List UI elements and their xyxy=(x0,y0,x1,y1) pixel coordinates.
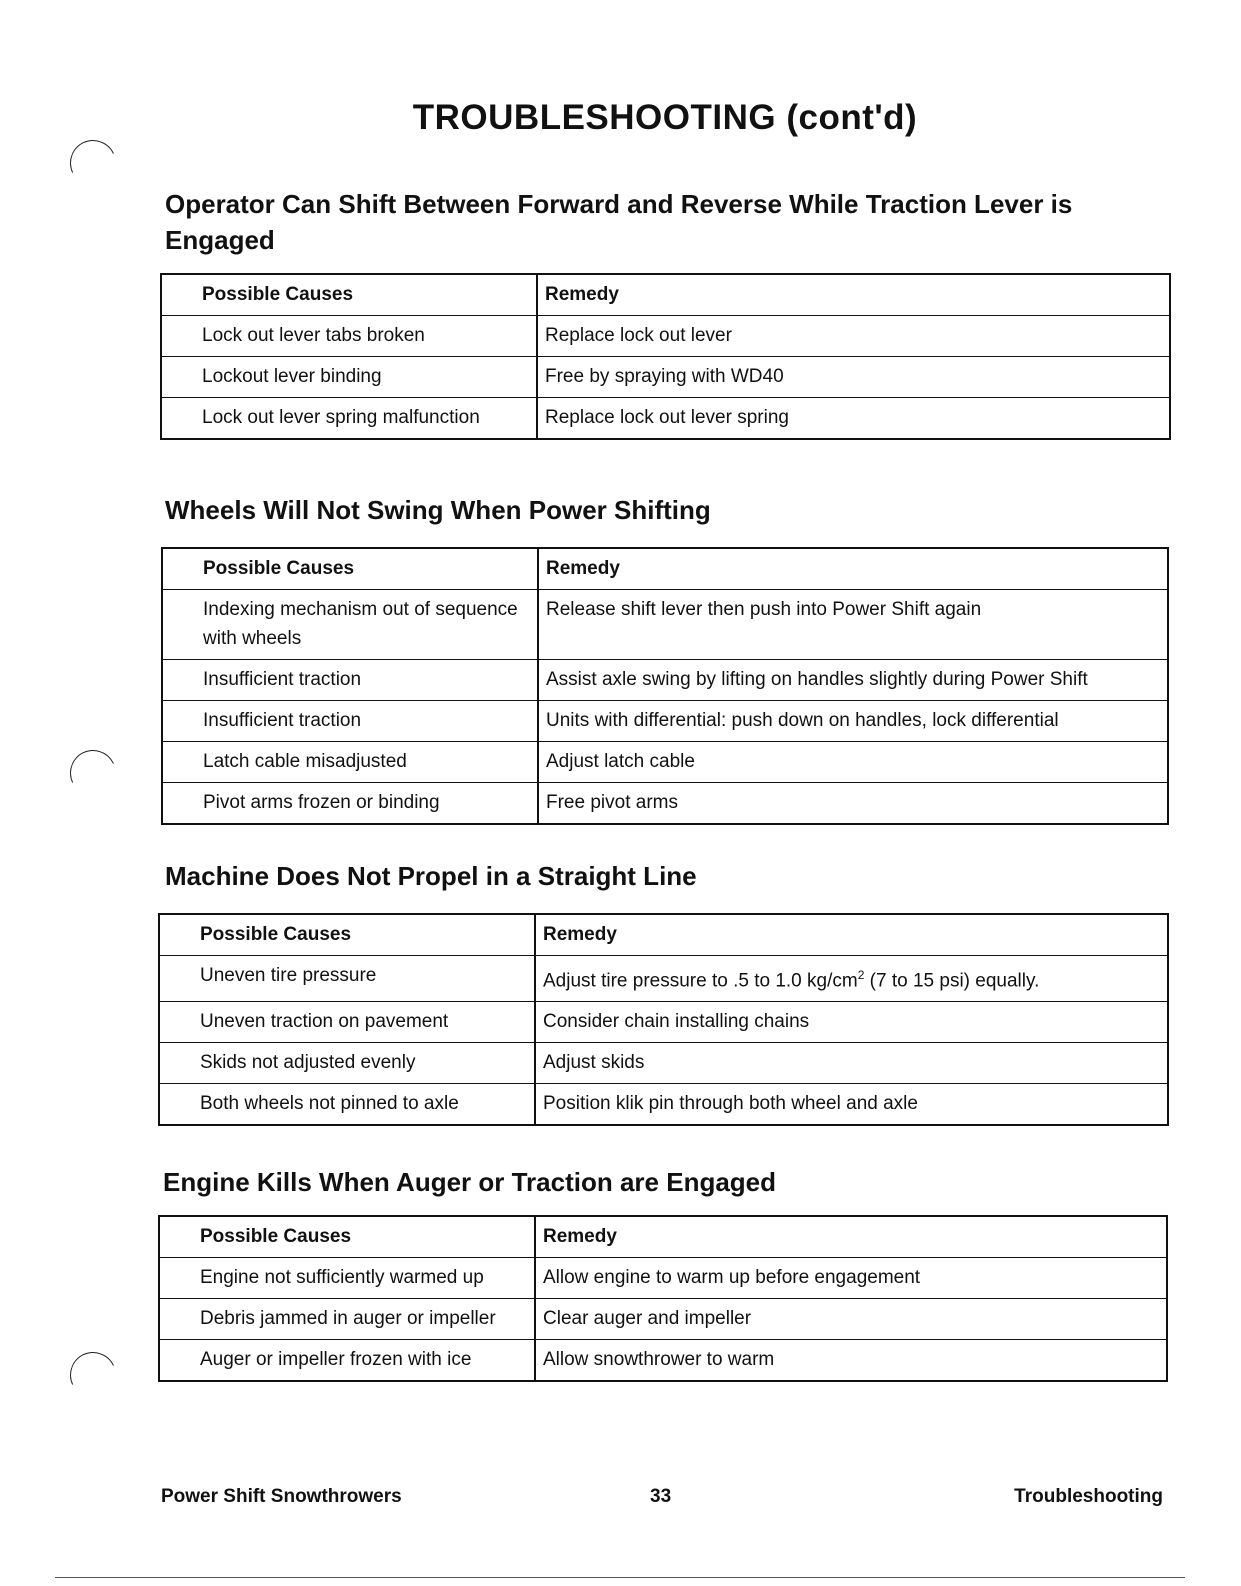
table-row xyxy=(159,956,1168,1002)
cause-cell: Insufficient traction xyxy=(162,701,538,742)
section-heading: Operator Can Shift Between Forward and Reverse While Traction Lever is Engaged xyxy=(165,189,1073,255)
remedy-text: Replace lock out lever xyxy=(545,325,732,346)
troubleshooting-table xyxy=(158,1215,1168,1382)
cause-cell: Pivot arms frozen or binding xyxy=(162,783,538,825)
causes-header: Possible Causes xyxy=(162,548,538,590)
binder-hole-mark xyxy=(64,1346,123,1405)
cause-cell: Lock out lever tabs broken xyxy=(161,316,537,357)
remedy-cell xyxy=(535,1299,1167,1340)
cause-cell: Lock out lever spring malfunction xyxy=(161,398,537,440)
remedy-cell xyxy=(535,1084,1168,1126)
binder-hole-mark xyxy=(64,134,123,193)
remedy-text: Free by spraying with WD40 xyxy=(545,366,784,387)
remedy-text: Position klik pin through both wheel and axle xyxy=(543,1093,918,1115)
remedy-cell xyxy=(535,1043,1168,1084)
remedy-cell xyxy=(538,742,1168,783)
remedy-text-tail: (7 to 15 psi) equally. xyxy=(864,970,1040,992)
table-header-row xyxy=(159,1216,1167,1258)
remedy-header: Remedy xyxy=(535,1216,1167,1258)
remedy-text: Replace lock out lever spring xyxy=(545,407,789,428)
remedy-cell xyxy=(538,660,1168,701)
causes-header: Possible Causes xyxy=(161,274,537,316)
table-row xyxy=(162,660,1168,701)
section-heading: Wheels Will Not Swing When Power Shifting xyxy=(165,495,711,525)
cause-cell: Auger or impeller frozen with ice xyxy=(159,1340,535,1382)
table-row xyxy=(159,1084,1168,1126)
cause-cell: Debris jammed in auger or impeller xyxy=(159,1299,535,1340)
table-row xyxy=(162,701,1168,742)
troubleshooting-table xyxy=(161,547,1169,825)
cause-cell: Uneven traction on pavement xyxy=(159,1002,535,1043)
section-heading: Machine Does Not Propel in a Straight Line xyxy=(165,861,697,891)
remedy-text: Release shift lever then push into Power Shift again xyxy=(546,599,982,620)
table-header-row xyxy=(159,914,1168,956)
table-row xyxy=(159,1043,1168,1084)
remedy-text: Allow snowthrower to warm xyxy=(543,1349,775,1370)
superscript: 2 xyxy=(857,968,865,982)
page-number: 33 xyxy=(650,1486,672,1507)
section-heading: Engine Kills When Auger or Traction are Engaged xyxy=(163,1167,777,1197)
page-title: TROUBLESHOOTING (cont'd) xyxy=(412,98,918,137)
binder-hole-mark xyxy=(64,744,123,803)
troubleshooting-table xyxy=(160,273,1171,440)
table-row xyxy=(161,316,1170,357)
remedy-cell xyxy=(538,783,1168,825)
remedy-header: Remedy xyxy=(538,548,1168,590)
cause-cell: Insufficient traction xyxy=(162,660,538,701)
table-header-row xyxy=(162,548,1168,590)
table-row xyxy=(162,590,1168,660)
remedy-cell xyxy=(537,316,1170,357)
remedy-cell xyxy=(538,701,1168,742)
causes-header: Possible Causes xyxy=(159,1216,535,1258)
remedy-header: Remedy xyxy=(535,914,1168,956)
remedy-text: Adjust latch cable xyxy=(546,751,695,772)
remedy-text: Assist axle swing by lifting on handles slightly during Power Shift xyxy=(546,669,1088,690)
table-row xyxy=(162,783,1168,825)
table-row xyxy=(161,398,1170,440)
table-header-row xyxy=(161,274,1170,316)
footer-manual-name: Power Shift Snowthrowers xyxy=(161,1486,402,1507)
cause-cell: Uneven tire pressure xyxy=(159,956,535,1002)
remedy-cell xyxy=(535,1340,1167,1382)
cause-cell: Skids not adjusted evenly xyxy=(159,1043,535,1084)
remedy-cell xyxy=(538,590,1168,660)
troubleshooting-table xyxy=(158,913,1169,1126)
remedy-cell xyxy=(537,357,1170,398)
cause-cell: Engine not sufficiently warmed up xyxy=(159,1258,535,1299)
bottom-rule xyxy=(55,1577,1185,1578)
remedy-cell xyxy=(535,1002,1168,1043)
table-row xyxy=(159,1340,1167,1382)
table-row xyxy=(162,742,1168,783)
footer-section-name: Troubleshooting xyxy=(1014,1486,1163,1507)
cause-cell: Latch cable misadjusted xyxy=(162,742,538,783)
remedy-header: Remedy xyxy=(537,274,1170,316)
table-row xyxy=(161,357,1170,398)
remedy-text: Free pivot arms xyxy=(546,792,678,813)
causes-header: Possible Causes xyxy=(159,914,535,956)
remedy-text: Consider chain installing chains xyxy=(543,1011,810,1033)
remedy-text: Allow engine to warm up before engagement xyxy=(543,1267,921,1288)
table-row xyxy=(159,1299,1167,1340)
remedy-cell xyxy=(535,1258,1167,1299)
cause-cell: Lockout lever binding xyxy=(161,357,537,398)
cause-cell: Indexing mechanism out of sequence with wheels xyxy=(162,590,538,660)
remedy-cell xyxy=(537,398,1170,440)
remedy-text: Clear auger and impeller xyxy=(543,1308,752,1329)
remedy-text: Adjust skids xyxy=(543,1052,645,1074)
table-row xyxy=(159,1002,1168,1043)
remedy-text: Units with differential: push down on handles, lock differential xyxy=(546,710,1059,731)
table-row xyxy=(159,1258,1167,1299)
remedy-cell xyxy=(535,956,1168,1002)
cause-cell: Both wheels not pinned to axle xyxy=(159,1084,535,1126)
remedy-text: Adjust tire pressure to .5 to 1.0 kg/cm xyxy=(543,970,858,992)
